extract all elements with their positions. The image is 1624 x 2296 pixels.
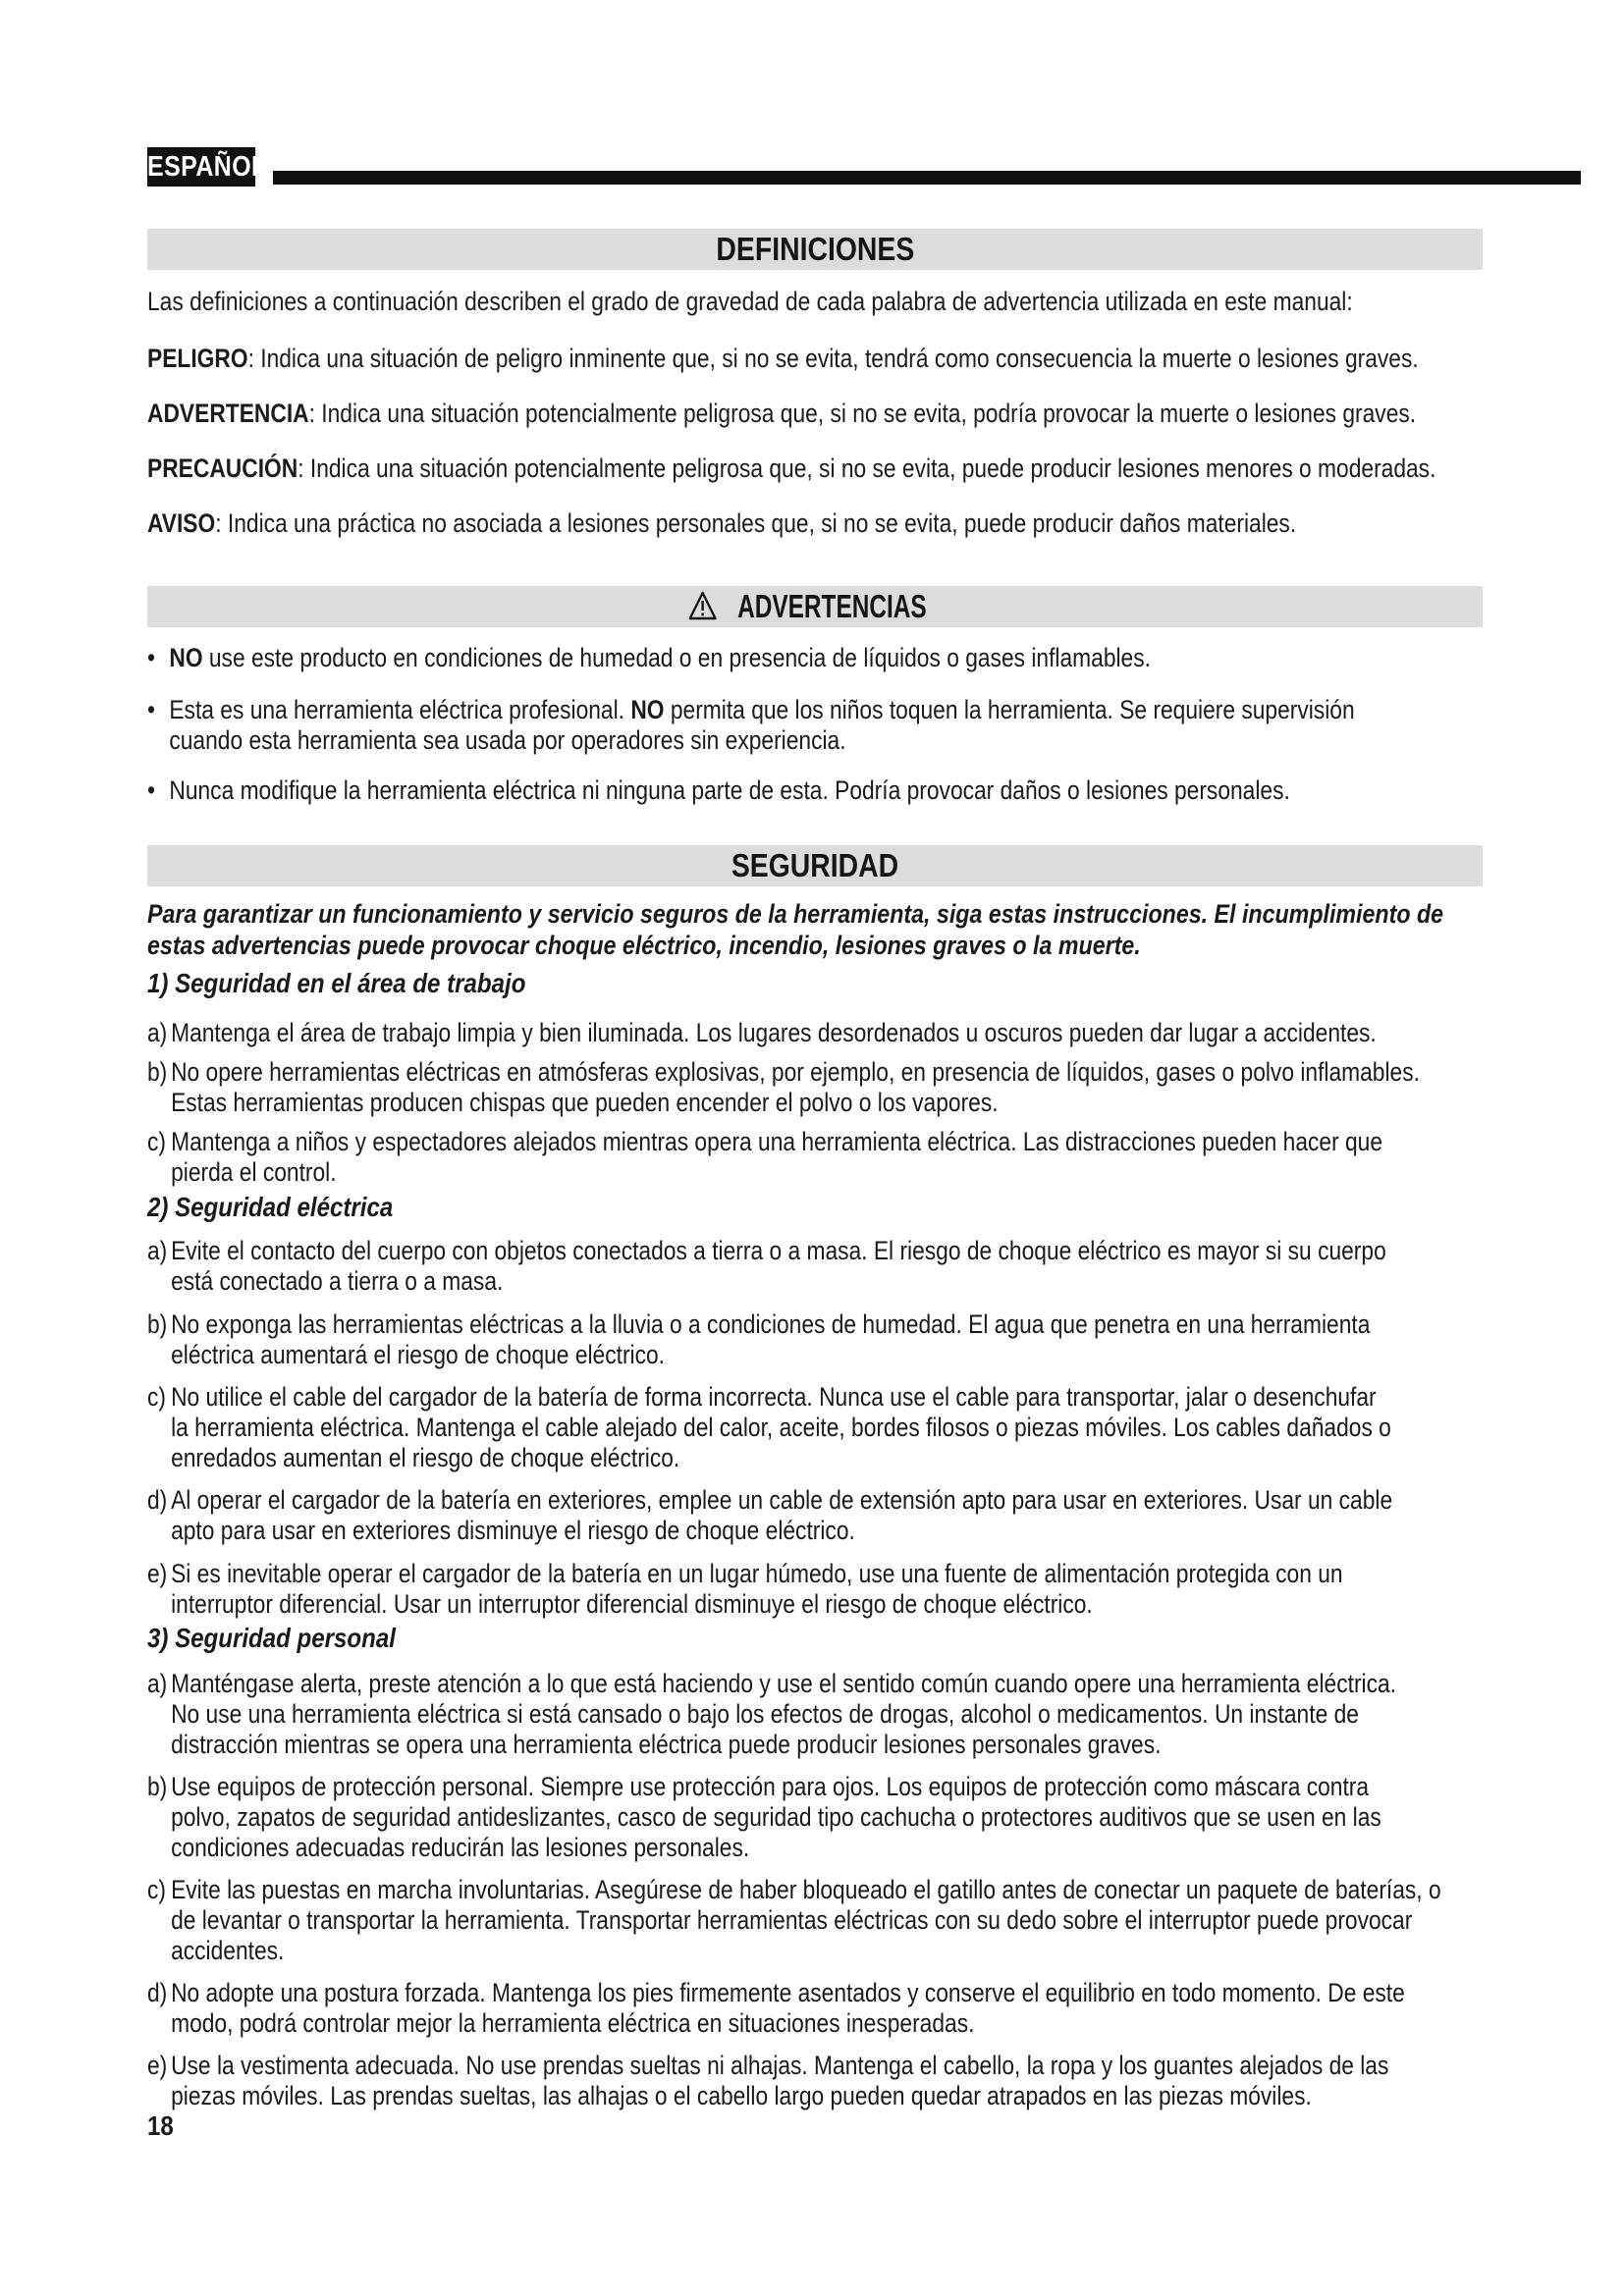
warning-item [147, 643, 1482, 673]
safety-item [147, 1875, 1482, 1966]
safety-item [147, 1978, 1482, 2039]
bullet: • [147, 695, 155, 724]
seguridad-intro: Para garantizar un funcionamiento y servicio seguros de la herramienta, siga estas instrucciones. El incumplimiento de estas advertencias puede provocar choque eléctrico, incendio, lesiones graves o la muerte. [147, 899, 1444, 960]
bullet: • [147, 775, 155, 805]
warning-item [147, 775, 1482, 806]
definiciones-heading [147, 229, 1483, 270]
warning-item [147, 695, 1482, 756]
item-text: Mantenga el área de trabajo limpia y bien iluminada. Los lugares desordenados u oscuros pueden dar lugar a accidentes. [171, 1018, 1377, 1047]
term-text: : Indica una situación potencialmente peligrosa que, si no se evita, puede producir lesiones menores o moderadas. [298, 454, 1436, 483]
section-heading: 1) Seguridad en el área de trabajo [147, 968, 526, 998]
safety-item [147, 1485, 1482, 1546]
item-marker: d) [147, 1485, 168, 1515]
item-text: Evite las puestas en marcha involuntarias. Asegúrese de haber bloqueado el gatillo antes de conectar un paquete de baterías, o de levantar o transportar la herramienta. Transportar herramientas eléctricas con su dedo sobre el interruptor puede provocar accidentes. [171, 1875, 1441, 1965]
page-number: 18 [147, 2110, 174, 2141]
item-text: Mantenga a niños y espectadores alejados mientras opera una herramienta eléctrica. Las distracciones pueden hacer que pierda el control. [171, 1127, 1383, 1187]
item-text: No opere herramientas eléctricas en atmósferas explosivas, por ejemplo, en presencia de líquidos, gases o polvo inflamables. Estas herramientas producen chispas que pueden encender el polvo o los vapores. [171, 1057, 1420, 1117]
item-text: Evite el contacto del cuerpo con objetos conectados a tierra o a masa. El riesgo de choque eléctrico es mayor si su cuerpo está conectado a tierra o a masa. [171, 1236, 1386, 1296]
item-marker: a) [147, 1236, 168, 1265]
definition-advertencia [147, 399, 1482, 429]
definiciones-title: DEFINICIONES [716, 231, 914, 267]
safety-item [147, 1772, 1482, 1863]
term-label: PRECAUCIÓN [147, 454, 298, 483]
safety-item [147, 1127, 1482, 1188]
seguridad-heading [147, 845, 1483, 886]
header-rule [273, 171, 1581, 185]
term-label: ADVERTENCIA [147, 399, 309, 428]
term-label: AVISO [147, 508, 216, 538]
item-marker: e) [147, 1559, 168, 1588]
item-text: Use la vestimenta adecuada. No use prendas sueltas ni alhajas. Mantenga el cabello, la ropa y los guantes alejados de las piezas móviles. Las prendas sueltas, las alhajas o el cabello largo pueden quedar atrapados en las piezas móviles. [171, 2051, 1389, 2110]
item-text: Al operar el cargador de la batería en exteriores, emplee un cable de extensión apto para usar en exteriores. Usar un cable apto para usar en exteriores disminuye el riesgo de choque eléctrico. [171, 1485, 1393, 1545]
item-marker: a) [147, 1018, 168, 1047]
emphasis: NO [630, 695, 665, 724]
advertencias-heading [147, 586, 1483, 627]
term-text: : Indica una situación de peligro inminente que, si no se evita, tendrá como consecuencia la muerte o lesiones graves. [247, 344, 1419, 373]
item-text: Si es inevitable operar el cargador de la batería en un lugar húmedo, use una fuente de alimentación protegida con un interruptor diferencial. Usar un interruptor diferencial disminuye el riesgo de choque eléctrico. [171, 1559, 1343, 1619]
advertencias-title: ADVERTENCIAS [736, 588, 927, 624]
safety-item [147, 1309, 1482, 1370]
safety-item [147, 1382, 1482, 1473]
term-text: : Indica una práctica no asociada a lesiones personales que, si no se evita, puede producir daños materiales. [215, 508, 1297, 538]
item-text: Use equipos de protección personal. Siempre use protección para ojos. Los equipos de protección como máscara contra polvo, zapatos de seguridad antideslizantes, casco de seguridad tipo cachucha o protectores auditivos que se usen en las condiciones adecuadas reducirán las lesiones personales. [171, 1772, 1381, 1862]
item-marker: c) [147, 1875, 166, 1904]
safety-item [147, 1018, 1482, 1048]
language-header [147, 147, 1581, 187]
definition-aviso [147, 508, 1482, 539]
definition-peligro [147, 344, 1482, 374]
language-tab: ESPAÑOL [147, 147, 255, 187]
section-heading: 3) Seguridad personal [147, 1623, 396, 1653]
item-text: No adopte una postura forzada. Mantenga los pies firmemente asentados y conserve el equilibrio en todo momento. De este modo, podrá controlar mejor la herramienta eléctrica en situaciones inesperadas. [171, 1978, 1405, 2038]
safety-item [147, 1559, 1482, 1620]
item-text: Manténgase alerta, preste atención a lo que está haciendo y use el sentido común cuando opere una herramienta eléctrica. No use una herramienta eléctrica si está cansado o bajo los efectos de drogas, alcohol o medicamentos. Un instante de distracción mientras se opera una herramienta eléctrica puede producir lesiones personales graves. [171, 1669, 1397, 1759]
item-text: No utilice el cable del cargador de la batería de forma incorrecta. Nunca use el cable para transportar, jalar o desenchufar la herramienta eléctrica. Mantenga el cable alejado del calor, aceite, bordes filosos o piezas móviles. Los cables dañados o enredados aumentan el riesgo de choque eléctrico. [171, 1382, 1391, 1472]
warning-text-pre: Esta es una herramienta eléctrica profesional. [169, 695, 631, 724]
warning-text: permita que los niños toquen la herramienta. Se requiere supervisión cuando esta herramienta sea usada por operadores sin experiencia. [169, 695, 1355, 755]
warning-text: use este producto en condiciones de humedad o en presencia de líquidos o gases inflamables. [202, 643, 1151, 672]
item-marker: c) [147, 1127, 166, 1156]
item-marker: d) [147, 1978, 168, 2007]
bullet: • [147, 643, 155, 672]
safety-item [147, 1236, 1482, 1297]
term-text: : Indica una situación potencialmente peligrosa que, si no se evita, podría provocar la muerte o lesiones graves. [308, 399, 1417, 428]
safety-item [147, 1669, 1482, 1760]
item-marker: b) [147, 1309, 168, 1339]
warning-triangle-icon [688, 591, 717, 620]
term-label: PELIGRO [147, 344, 248, 373]
section-heading: 2) Seguridad eléctrica [147, 1192, 394, 1222]
item-marker: b) [147, 1057, 168, 1087]
item-marker: b) [147, 1772, 168, 1801]
item-marker: c) [147, 1382, 166, 1412]
warning-text: Nunca modifique la herramienta eléctrica ni ninguna parte de esta. Podría provocar daños o lesiones personales. [169, 775, 1290, 805]
seguridad-title: SEGURIDAD [731, 847, 899, 883]
safety-item [147, 2051, 1482, 2111]
definiciones-intro: Las definiciones a continuación describen el grado de gravedad de cada palabra de advertencia utilizada en este manual: [147, 287, 1353, 316]
item-text: No exponga las herramientas eléctricas a la lluvia o a condiciones de humedad. El agua que penetra en una herramienta eléctrica aumentará el riesgo de choque eléctrico. [171, 1309, 1371, 1369]
definition-precaucion [147, 454, 1482, 484]
safety-item [147, 1057, 1482, 1118]
item-marker: e) [147, 2051, 168, 2080]
item-marker: a) [147, 1669, 168, 1698]
emphasis: NO [169, 643, 203, 672]
